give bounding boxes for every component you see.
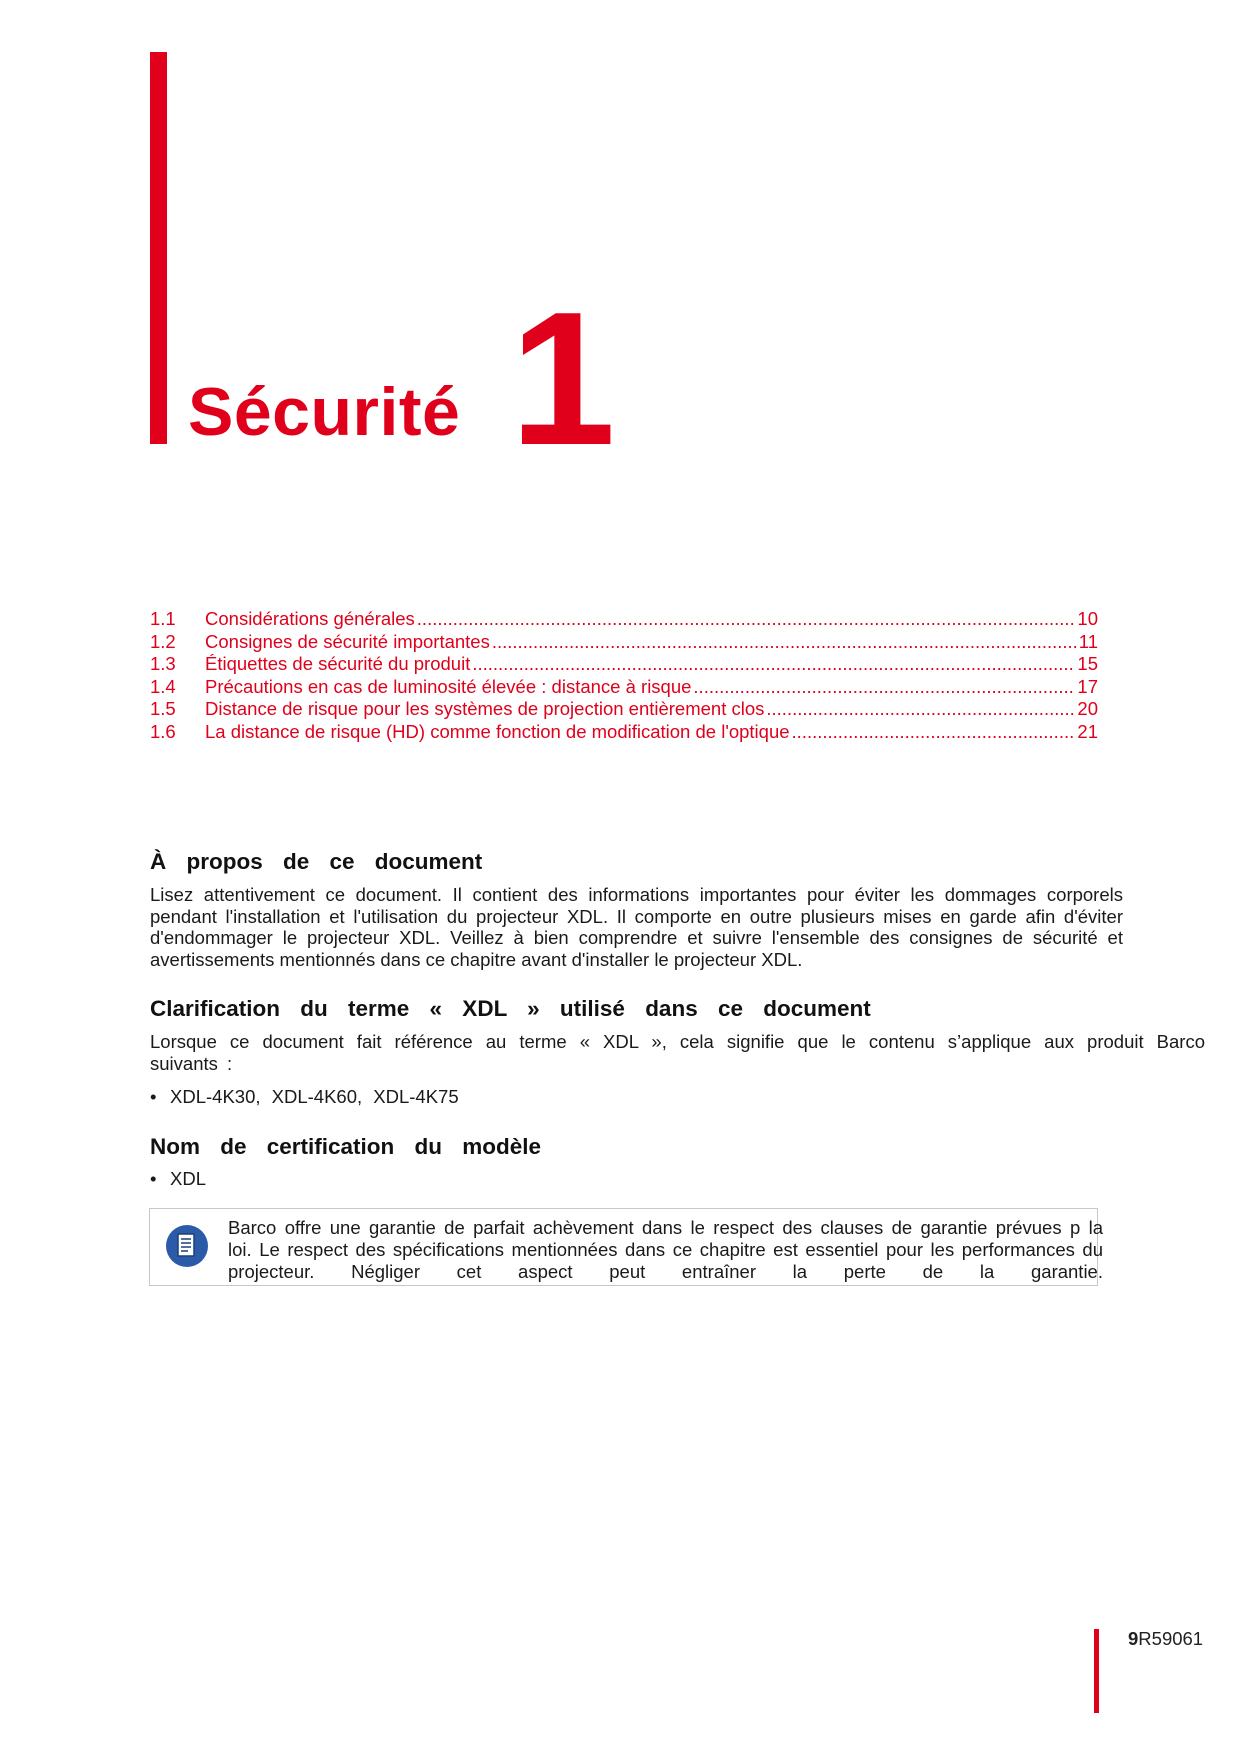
toc-entry-number: 1.3 [150, 653, 176, 674]
list-item: • XDL-4K30, XDL-4K60, XDL-4K75 [150, 1086, 1125, 1108]
toc-entry[interactable] [150, 631, 1098, 654]
toc-entry[interactable] [150, 721, 1098, 744]
toc-entry[interactable] [150, 608, 1098, 631]
clarification-body: Lorsque ce document fait référence au terme « XDL », cela signifie que le contenu s’applique aux produit Barco suivants : [150, 1031, 1205, 1074]
clarification-heading: Clarification du terme « XDL » utilisé dans ce document [150, 996, 871, 1021]
toc-entry-page: 15 [1077, 653, 1098, 674]
toc-entry-number: 1.5 [150, 698, 176, 719]
chapter-title: Sécurité [188, 374, 461, 450]
footer-page-number: 9 [1128, 1628, 1139, 1649]
toc-leader-dots [693, 676, 1075, 698]
clarification-section [150, 996, 1205, 1108]
toc-entry-page: 21 [1077, 720, 1098, 742]
footer-accent-bar [1094, 1629, 1099, 1713]
toc-entry-title: La distance de risque (HD) comme fonction de modification de l'optique [205, 720, 790, 742]
toc-entry[interactable] [150, 653, 1098, 676]
note-icon [166, 1225, 208, 1267]
about-heading: À propos de ce document [150, 849, 483, 874]
toc-leader-dots [792, 721, 1076, 743]
toc-entry-number: 1.4 [150, 675, 176, 697]
toc-entry-page: 10 [1077, 608, 1098, 629]
toc-entry-title: Étiquettes de sécurité du produit [205, 653, 471, 674]
toc-entry-number: 1.1 [150, 608, 176, 629]
about-section [150, 849, 1125, 970]
toc-leader-dots [417, 608, 1076, 630]
certification-list [150, 1168, 1125, 1190]
toc-entry-page: 17 [1077, 675, 1098, 697]
list-item: • XDL [150, 1168, 1125, 1190]
product-list [150, 1086, 1125, 1108]
certification-heading: Nom de certification du modèle [150, 1134, 542, 1159]
certification-section [150, 1134, 1125, 1190]
toc-entry-page: 11 [1078, 630, 1098, 652]
toc-entry-number: 1.6 [150, 720, 176, 742]
toc-entry-title: Précautions en cas de luminosité élevée : distance à risque [205, 675, 692, 697]
toc-entry[interactable] [150, 698, 1098, 721]
about-body: Lisez attentivement ce document. Il contient des informations importantes pour éviter les dommages corporels pendant l'installation et l'utilisation du projecteur XDL. Il comporte en outre plusieurs mises en garde afin d'éviter d'endommager le projecteur XDL. Veillez à bien comprendre et suivre l'ensemble des consignes de sécurité et avertissements mentionnés dans ce chapitre avant d'installer le projecteur XDL. [150, 884, 1123, 970]
toc-entry-page: 20 [1077, 698, 1098, 719]
note-box [149, 1208, 1103, 1286]
toc-leader-dots [472, 653, 1075, 675]
footer-doc-code: R59061 [1138, 1628, 1204, 1649]
toc-entry-title: Considérations générales [205, 608, 415, 629]
table-of-contents [150, 608, 1098, 743]
toc-entry-title: Distance de risque pour les systèmes de projection entièrement clos [205, 698, 765, 719]
toc-entry-title: Consignes de sécurité importantes [205, 630, 490, 652]
toc-leader-dots [492, 631, 1077, 653]
chapter-number: 1 [510, 273, 616, 485]
footer-page-label [1128, 1628, 1203, 1650]
toc-leader-dots [766, 698, 1075, 720]
toc-entry-number: 1.2 [150, 630, 176, 652]
chapter-accent-bar [150, 52, 167, 444]
note-text: Barco offre une garantie de parfait achèvement dans le respect des clauses de garantie prévues p la loi. Le respect des spécifications mentionnées dans ce chapitre est essentiel pour les performances du projecteur. Négliger cet aspect peut entraîner la perte de la garantie. [228, 1217, 1103, 1282]
toc-entry[interactable] [150, 676, 1098, 699]
